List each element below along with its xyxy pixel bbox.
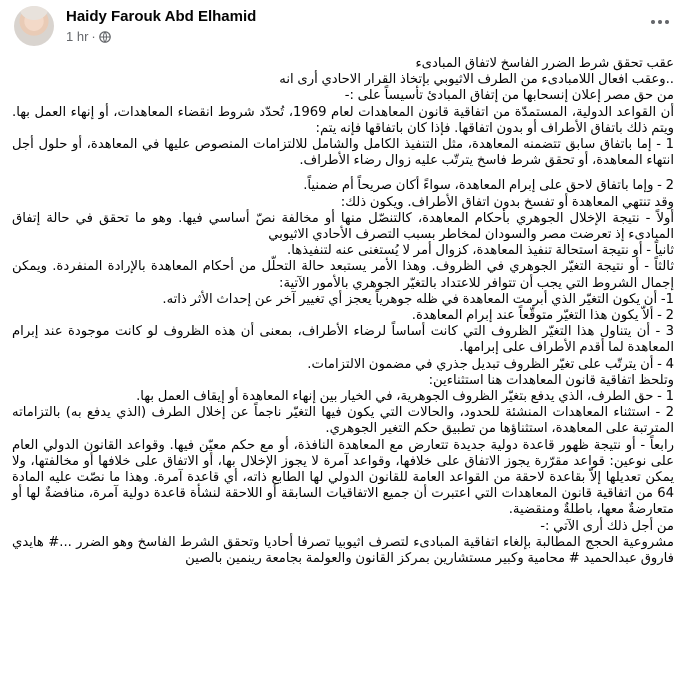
post-paragraph: أولاً - نتيجة الإخلال الجوهري بأحكام المعاهدة، كالتنصّل منها أو مخالفة نصّ أساسي فيها. وهو ما تحقق في حالة إتفاق المبادىء إذ تعرضت مصر والسودان لمخاطر بسبب التصرف الأحادي الاثيوبي [12, 210, 674, 243]
post-paragraph: ثالثاً - أو نتيجة التغيّر الجوهري في الظروف. وهذا الأمر يستبعد حالة التحلّل من أحكام المعاهدة بالإرادة المنفردة. ويمكن إجمال الشروط التي يجب أن تتوافر للاعتداد بالتغيّر الجوهري بالأمور الآتية: [12, 259, 674, 291]
post-paragraph: 1 - إما باتفاق سابق تتضمنه المعاهدة، مثل التنفيذ الكامل والشامل للالتزامات المنصوص عليها في المعاهدة، أو حلول أجل انتهاء المعاهدة، أو تحقق شرط فاسخ يترتّب عليه زوال رضاء الأطراف. [12, 137, 674, 169]
meta-separator: · [91, 29, 96, 44]
post-paragraph: 2 - ألاّ يكون هذا التغيّر متوقّعاً عند إبرام المعاهدة. [411, 308, 674, 324]
post-header [0, 0, 684, 54]
post-paragraph: من حق مصر إعلان إنسحابها من إتفاق المبادئ تأسيساً على :- [344, 88, 674, 104]
post-paragraph: 4 - أن يترتّب على تغيّر الظروف تبديل جذري في مضمون الالتزامات. [307, 356, 674, 372]
post-text [0, 56, 684, 675]
post-paragraph: 2 - استثناء المعاهدات المنشئة للحدود، والحالات التي يكون فيها التغيّر ناجماً عن إخلال الطرف (الذي يدفع به) بالتزاماته المترتبة على المعاهدة، استثناؤها من تطبيق حكم التغير الجوهري. [12, 405, 674, 437]
post-paragraph: ثانياً - أو نتيجة استحالة تنفيذ المعاهدة، كزوال أمر لا يُستغنى عنه لتنفيذها. [287, 243, 674, 259]
post-paragraph: وتلحظ اتفاقية قانون المعاهدات هنا استثناءين: [428, 372, 674, 388]
post-meta [66, 29, 111, 44]
avatar[interactable] [14, 6, 54, 46]
author-name[interactable]: Haidy Farouk Abd Elhamid [66, 8, 257, 25]
post-paragraph: 2 - وإما باتفاق لاحق على إبرام المعاهدة، سواءً أكان صريحاً أم ضمنياً. [303, 178, 674, 194]
post-time[interactable]: 1 hr [66, 29, 89, 44]
post-paragraph: وقد تنتهي المعاهدة أو تفسخ بدون اتفاق الأطراف. ويكون ذلك: [340, 194, 674, 210]
post-paragraph: 3 - أن يتناول هذا التغيّر الظروف التي كانت أساساً لرضاء الأطراف، بمعنى أن هذه الظروف لو كانت موجودة عند إبرام المعاهدة لما أقدم الأطراف على إبرامها. [12, 324, 674, 356]
globe-icon [99, 31, 111, 43]
post-paragraph: عقب تحقق شرط الضرر الفاسخ لاتفاق المبادىء [415, 56, 674, 71]
post-paragraph: أن القواعد الدولية، المستمدّة من اتفاقية قانون المعاهدات لعام 1969، تُحدّد شروط انقضاء المعاهدات، أو إنهاء العمل بها. ويتم ذلك باتفاق الأطراف أو بدون اتفاقها. فإذا كان باتفاقها فإنه يتم: [12, 104, 675, 136]
post-paragraph: مشروعية الحجج المطالبة بإلغاء اتفاقية المبادىء لتصرف اثيوبيا تصرفا أحاديا وتحقق الشرط الفاسخ وهو الضرر ...# هايدي فاروق عبدالحميد # محامية وكبير مستشارين بمركز القانون والعولمة بجامعة رينمين بالصين [12, 534, 674, 567]
post-paragraph: من أجل ذلك أرى الآتي :- [540, 518, 674, 534]
more-options-icon[interactable] [646, 12, 674, 32]
post-paragraph: رابعاً - أو نتيجة ظهور قاعدة دولية جديدة تتعارض مع المعاهدة النافذة، أو مع حكم معيّن فيها. وقواعد القانون الدولي العام على نوعين: قواعد مقرّرة يجوز الاتفاق على خلافها، وقواعد آمرة لا يجوز الإخلال بها، أو الاتفاق على خلافها أو مخالفتها، ولا يمكن تعديلها إلاّ بقاعدة لاحقة من القواعد العامة للقانون الدولي لها الطابع ذاته، أي قاعدة آمرة. وهذا ما نصّت عليه المادة 64 من اتفاقية قانون المعاهدات التي اعتبرت أن جميع الاتفاقيات السابقة أو اللاحقة لنشأة قاعدة دولية آمرة، منافضةٌ لها أو متعارضةٌ معها، باطلةٌ ومنقضية. [12, 437, 674, 518]
post-paragraph: 1- أن يكون التغيّر الذي أبرمت المعاهدة في ظله جوهرياً يعجز أي تغيير آخر عن إحداث الأثر ذاته. [162, 291, 674, 307]
post-paragraph: 1 - حق الطرف، الذي يدفع بتغيّر الظروف الجوهرية، في الخيار بين إنهاء المعاهدة أو إيقاف العمل بها. [136, 389, 674, 405]
post-paragraph: ..وعقب افعال اللامبادىء من الطرف الاثيوبي بإتخاذ القرار الاحادي أرى انه [279, 72, 674, 88]
